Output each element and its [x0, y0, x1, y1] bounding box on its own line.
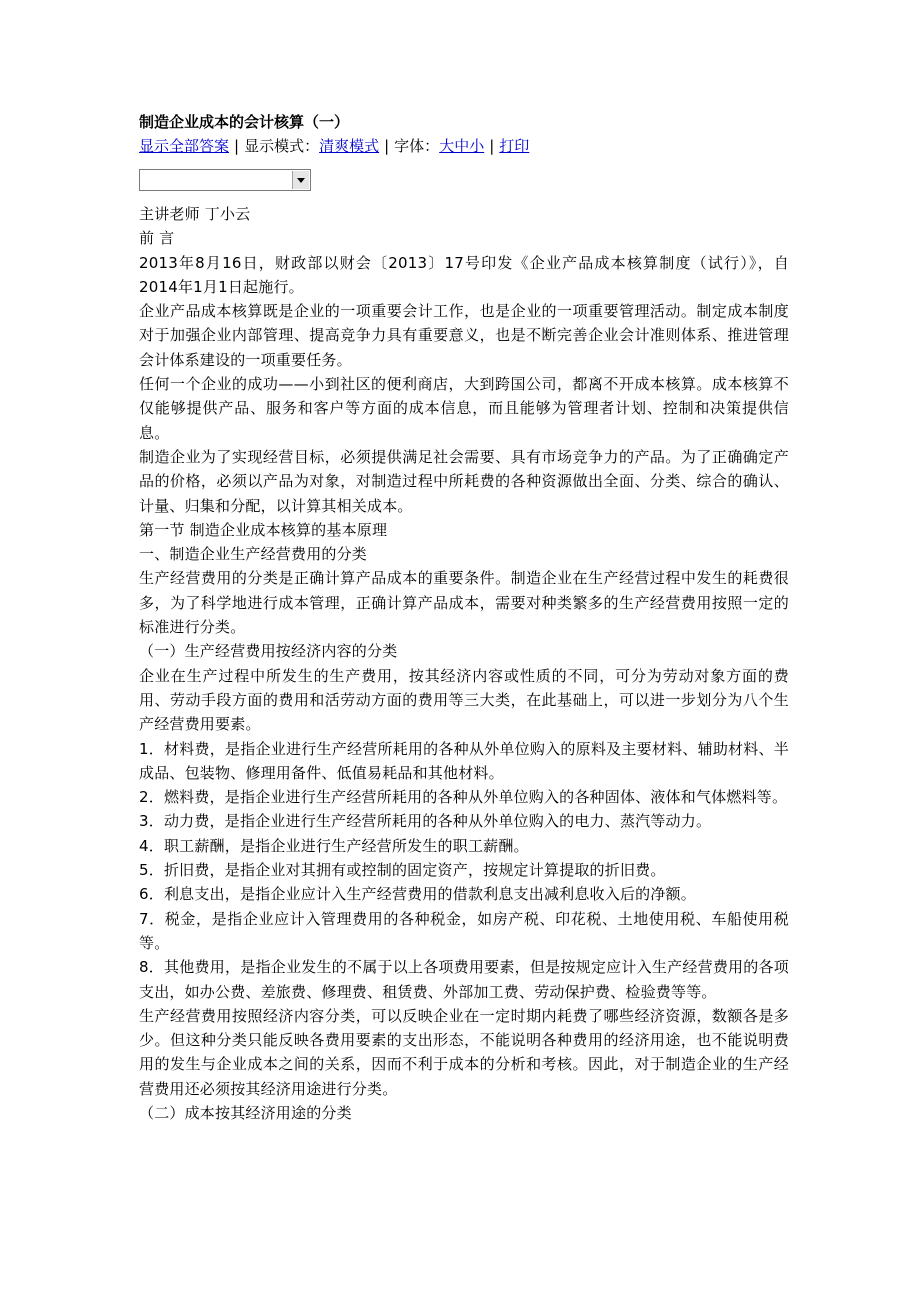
article-paragraph: 前 言 — [139, 229, 175, 248]
toolbar-separator: | — [234, 137, 240, 155]
select-dropdown-button[interactable] — [292, 171, 309, 189]
article — [139, 110, 789, 1125]
article-paragraph: 6．利息支出，是指企业应计入生产经营费用的借款利息支出减利息收入后的净额。 — [139, 885, 696, 904]
article-paragraph: 一、制造企业生产经营费用的分类 — [139, 545, 368, 564]
article-paragraph: 主讲老师 丁小云 — [139, 205, 251, 223]
print-link[interactable]: 打印 — [499, 137, 530, 155]
article-paragraph: 第一节 制造企业成本核算的基本原理 — [139, 520, 388, 539]
article-body — [139, 202, 789, 1125]
toolbar-separator: | — [384, 137, 390, 155]
article-paragraph: 生产经营费用按照经济内容分类，可以反映企业在一定时期内耗费了哪些经济资源，数额各是多少。但这种分类只能反映各费用要素的支出形态，不能说明各种费用的经济用途，也不能说明费用的发生与企业成本之间的关系，因而不利于成本的分析和考核。因此，对于制造企业的生产经营费用还必须按其经济用途进行分类。 — [139, 1006, 789, 1098]
article-paragraph: 8．其他费用，是指企业发生的不属于以上各项费用要素，但是按规定应计入生产经营费用的各项支出，如办公费、差旅费、修理费、租赁费、外部加工费、劳动保护费、检验费等等。 — [139, 958, 789, 1001]
article-paragraph: （二）成本按其经济用途的分类 — [139, 1103, 352, 1122]
article-paragraph: 5．折旧费，是指企业对其拥有或控制的固定资产，按规定计算提取的折旧费。 — [139, 861, 666, 880]
font-size-label: 字体： — [394, 137, 440, 155]
article-paragraph: 任何一个企业的成功——小到社区的便利商店，大到跨国公司，都离不开成本核算。成本核算不仅能够提供产品、服务和客户等方面的成本信息，而且能够为管理者计划、控制和决策提供信息。 — [139, 375, 789, 442]
article-paragraph: （一）生产经营费用按经济内容的分类 — [139, 642, 398, 661]
article-paragraph: 2013年8月16日，财政部以财会〔2013〕17号印发《企业产品成本核算制度（试行）》，自2014年1月1日起施行。 — [139, 253, 789, 296]
article-paragraph: 1．材料费，是指企业进行生产经营所耗用的各种从外单位购入的原料及主要材料、辅助材料、半成品、包装物、修理用备件、低值易耗品和其他材料。 — [139, 739, 789, 782]
article-paragraph: 制造企业为了实现经营目标，必须提供满足社会需要、具有市场竞争力的产品。为了正确确定产品的价格，必须以产品为对象，对制造过程中所耗费的各种资源做出全面、分类、综合的确认、计量、归集和分配，以计算其相关成本。 — [139, 447, 789, 515]
article-paragraph: 生产经营费用的分类是正确计算产品成本的重要条件。制造企业在生产经营过程中发生的耗费很多，为了科学地进行成本管理，正确计算产品成本，需要对种类繁多的生产经营费用按照一定的标准进行分类。 — [139, 569, 789, 637]
article-paragraph: 4．职工薪酬，是指企业进行生产经营所发生的职工薪酬。 — [139, 836, 529, 855]
article-paragraph: 企业产品成本核算既是企业的一项重要会计工作，也是企业的一项重要管理活动。制定成本制度对于加强企业内部管理、提高竞争力具有重要意义，也是不断完善企业会计准则体系、推进管理会计体系建设的一项重要任务。 — [139, 302, 789, 369]
toolbar-separator: | — [489, 137, 495, 155]
chapter-select[interactable] — [139, 169, 311, 191]
chevron-down-icon — [297, 178, 305, 183]
display-mode-link[interactable]: 清爽模式 — [319, 137, 380, 155]
font-size-link[interactable]: 大中小 — [439, 137, 485, 155]
toolbar — [139, 134, 789, 158]
article-paragraph: 3．动力费，是指企业进行生产经营所耗用的各种从外单位购入的电力、蒸汽等动力。 — [139, 812, 712, 831]
article-paragraph: 企业在生产过程中所发生的生产费用，按其经济内容或性质的不同，可分为劳动对象方面的费用、劳动手段方面的费用和活劳动方面的费用等三大类，在此基础上，可以进一步划分为八个生产经营费用要素。 — [139, 666, 789, 734]
article-paragraph: 7．税金，是指企业应计入管理费用的各种税金，如房产税、印花税、土地使用税、车船使用税等。 — [139, 909, 789, 952]
page-title: 制造企业成本的会计核算（一） — [139, 113, 350, 131]
show-all-answers-link[interactable]: 显示全部答案 — [139, 137, 230, 155]
article-paragraph: 2．燃料费，是指企业进行生产经营所耗用的各种从外单位购入的各种固体、液体和气体燃料等。 — [139, 788, 788, 807]
display-mode-label: 显示模式： — [244, 137, 320, 155]
